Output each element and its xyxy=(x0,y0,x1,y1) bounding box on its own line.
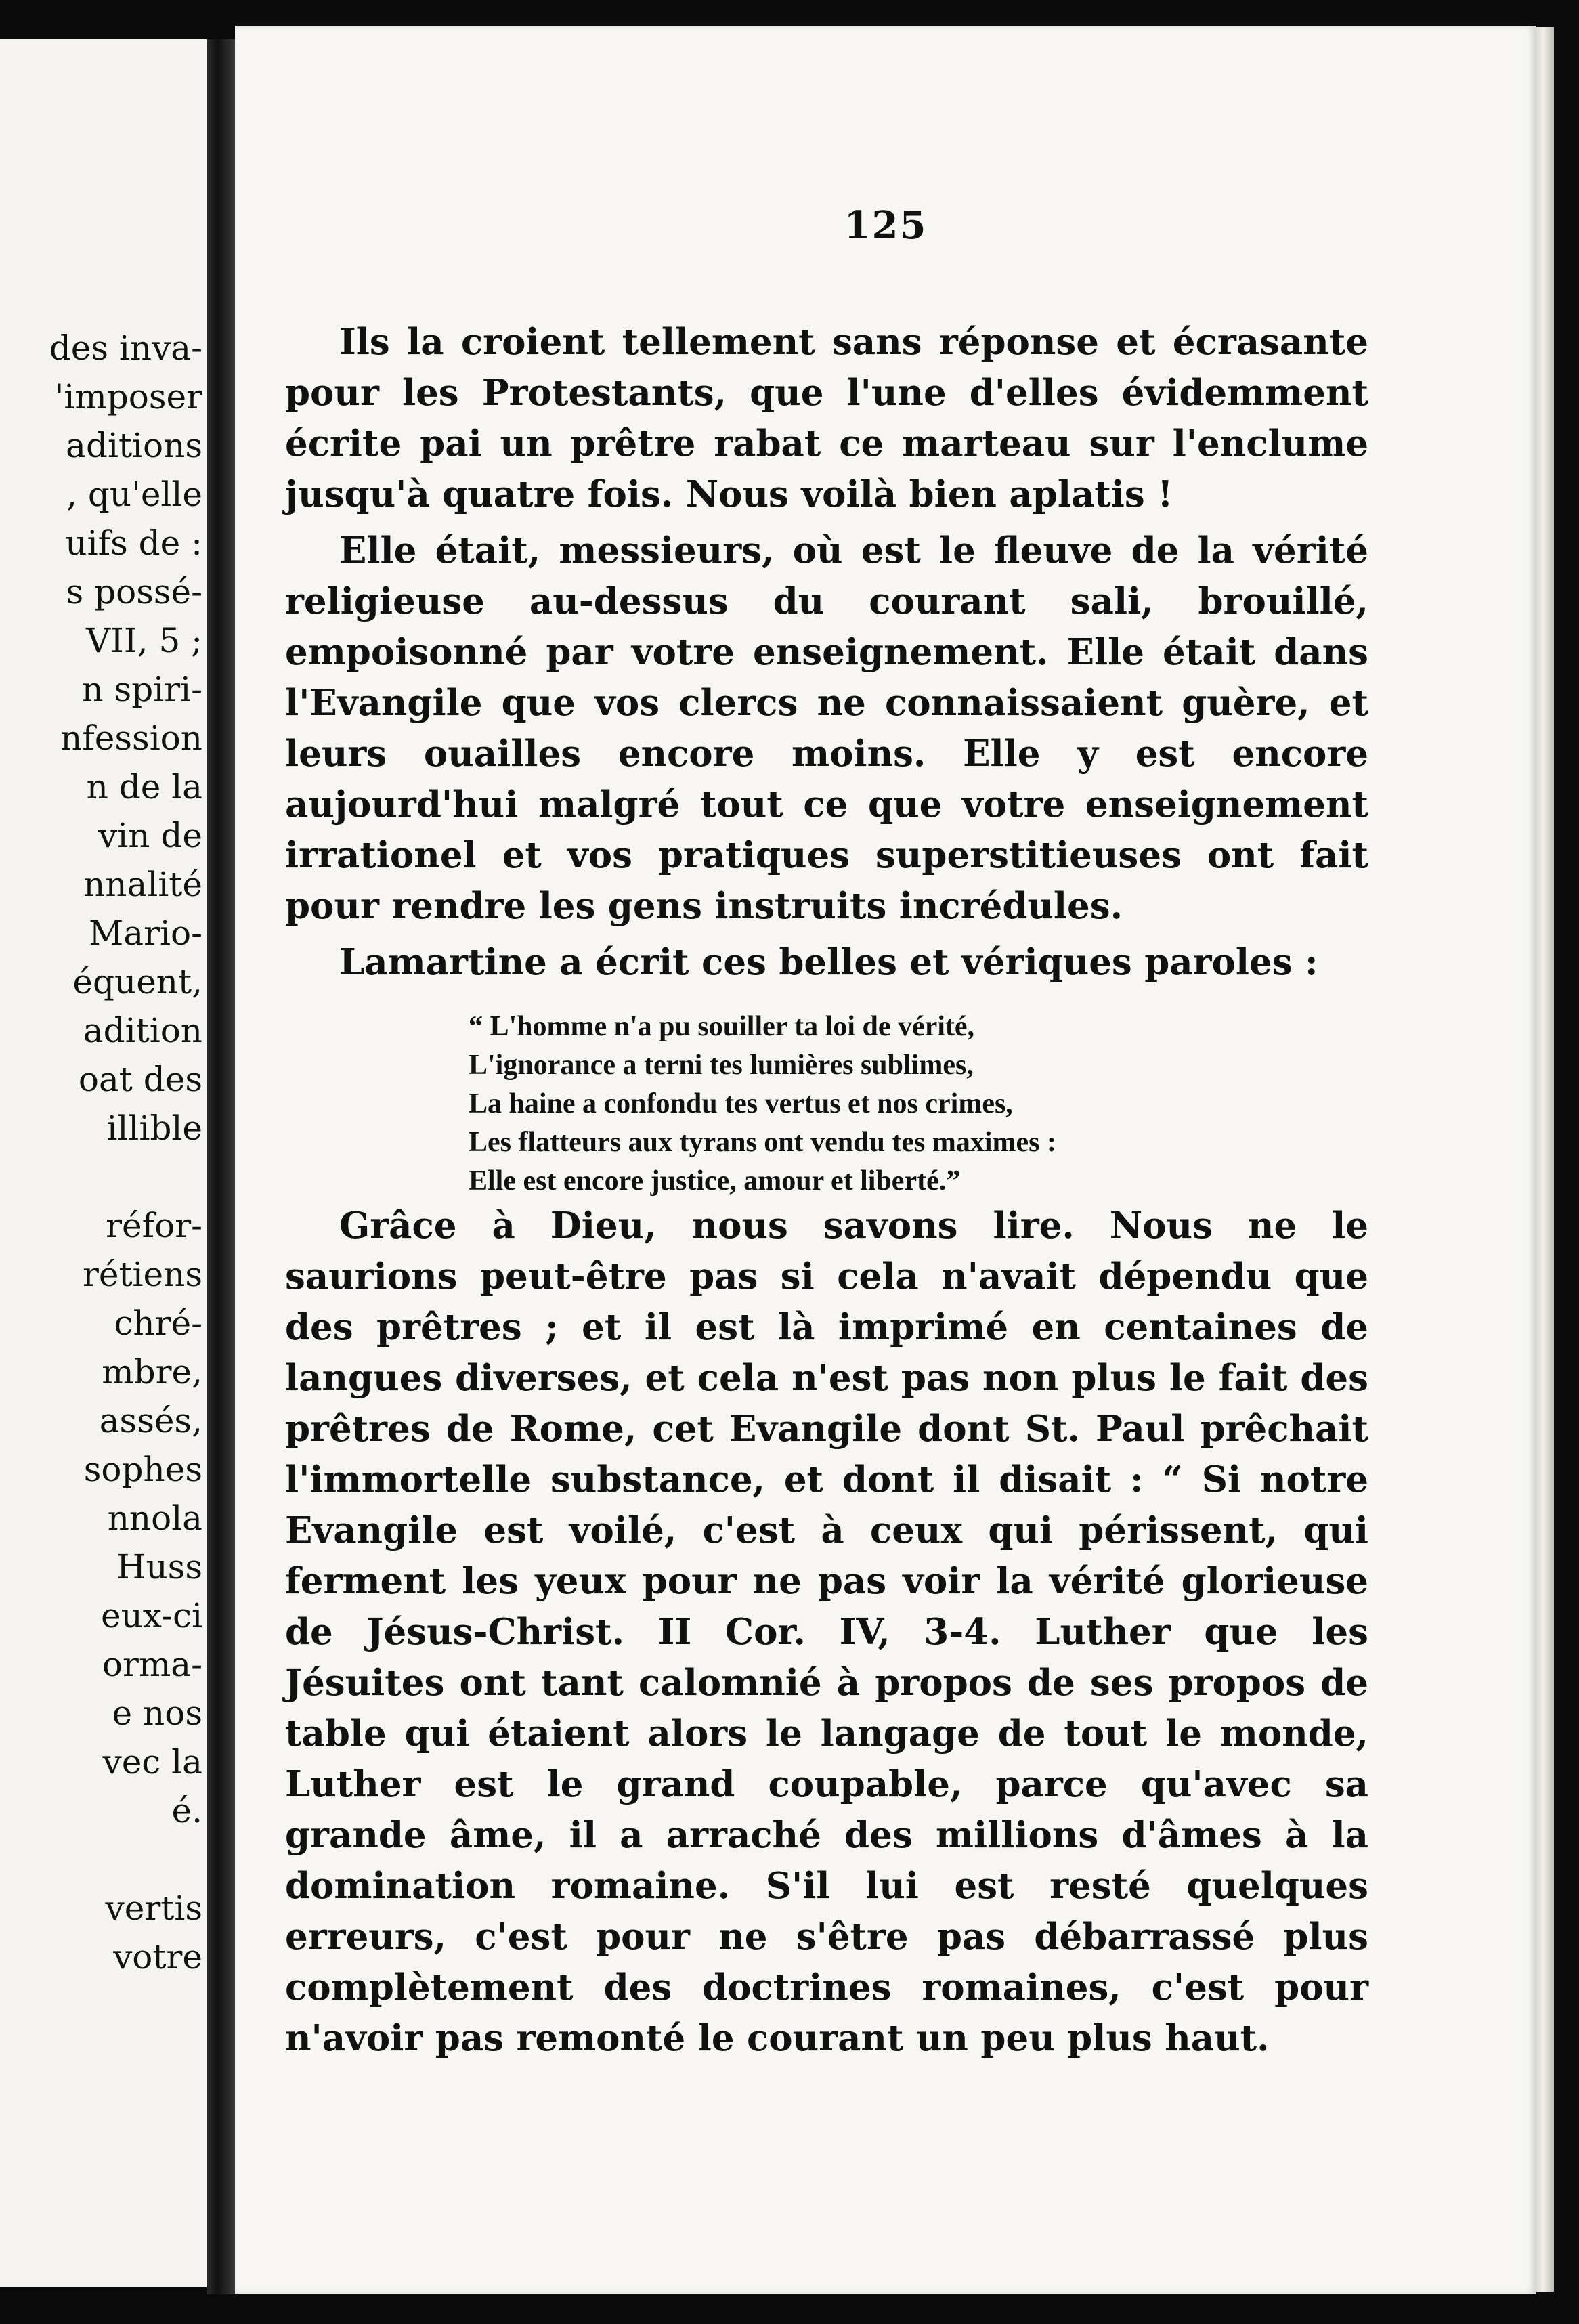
left-page-line: vec la xyxy=(102,1742,202,1782)
left-page-fragment xyxy=(0,39,207,2287)
left-page-line: mbre, xyxy=(102,1352,202,1392)
left-page-line: sophes xyxy=(83,1450,202,1489)
left-page-line: des inva- xyxy=(49,328,202,368)
poem-line: L'ignorance a terni tes lumières sublimes, xyxy=(469,1050,974,1081)
left-page-line: n de la xyxy=(86,767,202,806)
left-page-line: oat des xyxy=(78,1060,202,1099)
left-page-line: nfession xyxy=(60,718,202,758)
left-page-line: Mario- xyxy=(89,913,202,953)
left-page-line: illible xyxy=(106,1109,202,1148)
poem-line: Elle est encore justice, amour et liberté.” xyxy=(469,1165,961,1197)
poem-line: “ L'homme n'a pu souiller ta loi de vérité, xyxy=(469,1011,975,1042)
poem-quote xyxy=(469,1008,1247,1201)
page-number: 125 xyxy=(844,203,928,248)
left-page-line: nnola xyxy=(107,1499,202,1538)
left-page-line: votre xyxy=(113,1937,202,1977)
left-page-line: nnalité xyxy=(83,865,202,904)
left-page-line: é. xyxy=(171,1791,202,1830)
page-edge xyxy=(1536,27,1554,2292)
paragraph-3: Lamartine a écrit ces belles et vériques paroles : xyxy=(339,941,1318,983)
left-page-line: vertis xyxy=(105,1889,202,1928)
poem-line: La haine a confondu tes vertus et nos crimes, xyxy=(469,1088,1013,1119)
body-text-bottom xyxy=(285,1201,1368,2069)
body-text-top xyxy=(285,317,1368,993)
left-page-line: eux-ci xyxy=(101,1596,202,1635)
book-gutter xyxy=(207,39,235,2294)
left-page-line: chré- xyxy=(114,1304,202,1343)
left-page-line: uifs de : xyxy=(65,523,202,563)
left-page-line: aditions xyxy=(66,426,202,465)
left-page-line: e nos xyxy=(112,1694,202,1733)
poem-line: Les flatteurs aux tyrans ont vendu tes maximes : xyxy=(469,1127,1056,1158)
left-page-line: , qu'elle xyxy=(66,475,202,514)
left-page-line: réfor- xyxy=(106,1206,202,1245)
left-page-line: vin de xyxy=(98,816,202,855)
paragraph-1: Ils la croient tellement sans réponse et écrasante pour les Protestants, que l'une d'elles évidemment écrite pai un prêtre rabat ce marteau sur l'enclume jusqu'à quatre fois. Nous voilà bien aplatis ! xyxy=(285,321,1368,515)
left-page-line: orma- xyxy=(102,1645,202,1684)
left-page-line: 'imposer xyxy=(54,377,202,416)
right-page xyxy=(235,26,1536,2294)
left-page-line: n spiri- xyxy=(81,670,202,709)
left-page-line: VII, 5 ; xyxy=(86,621,202,660)
left-page-line: équent, xyxy=(72,962,202,1002)
left-page-line: rétiens xyxy=(82,1255,202,1294)
paragraph-2: Elle était, messieurs, où est le fleuve de la vérité religieuse au-dessus du courant sali, brouillé, empoisonné par votre enseignement. Elle était dans l'Evangile que vos clercs ne connaissaient guère, et leurs ouailles encore moins. Elle y est encore aujourd'hui malgré tout ce que votre enseignement irrationel et vos pratiques superstitieuses ont fait pour rendre les gens instruits incrédules. xyxy=(285,530,1368,927)
left-page-line: adition xyxy=(83,1011,202,1050)
left-page-line: Huss xyxy=(116,1547,202,1587)
paragraph-4: Grâce à Dieu, nous savons lire. Nous ne le saurions peut-être pas si cela n'avait dépendu que des prêtres ; et il est là imprimé en centaines de langues diverses, et cela n'est pas non plus le fait des prêtres de Rome, cet Evangile dont St. Paul prêchait l'immortelle substance, et dont il disait : “ Si notre Evangile est voilé, c'est à ceux qui périssent, qui ferment les yeux pour ne pas voir la vérité glorieuse de Jésus-Christ. II Cor. IV, 3-4. Luther que les Jésuites ont tant calomnié à propos de ses propos de table qui étaient alors le langage de tout le monde, Luther est le grand coupable, parce qu'avec sa grande âme, il a arraché des millions d'âmes à la domination romaine. S'il lui est resté quelques erreurs, c'est pour ne s'être pas débarrassé plus complètement des doctrines romaines, c'est pour n'avoir pas remonté le courant un peu plus haut. xyxy=(285,1205,1368,2059)
left-page-line: s possé- xyxy=(66,572,202,611)
left-page-line: assés, xyxy=(99,1401,202,1440)
